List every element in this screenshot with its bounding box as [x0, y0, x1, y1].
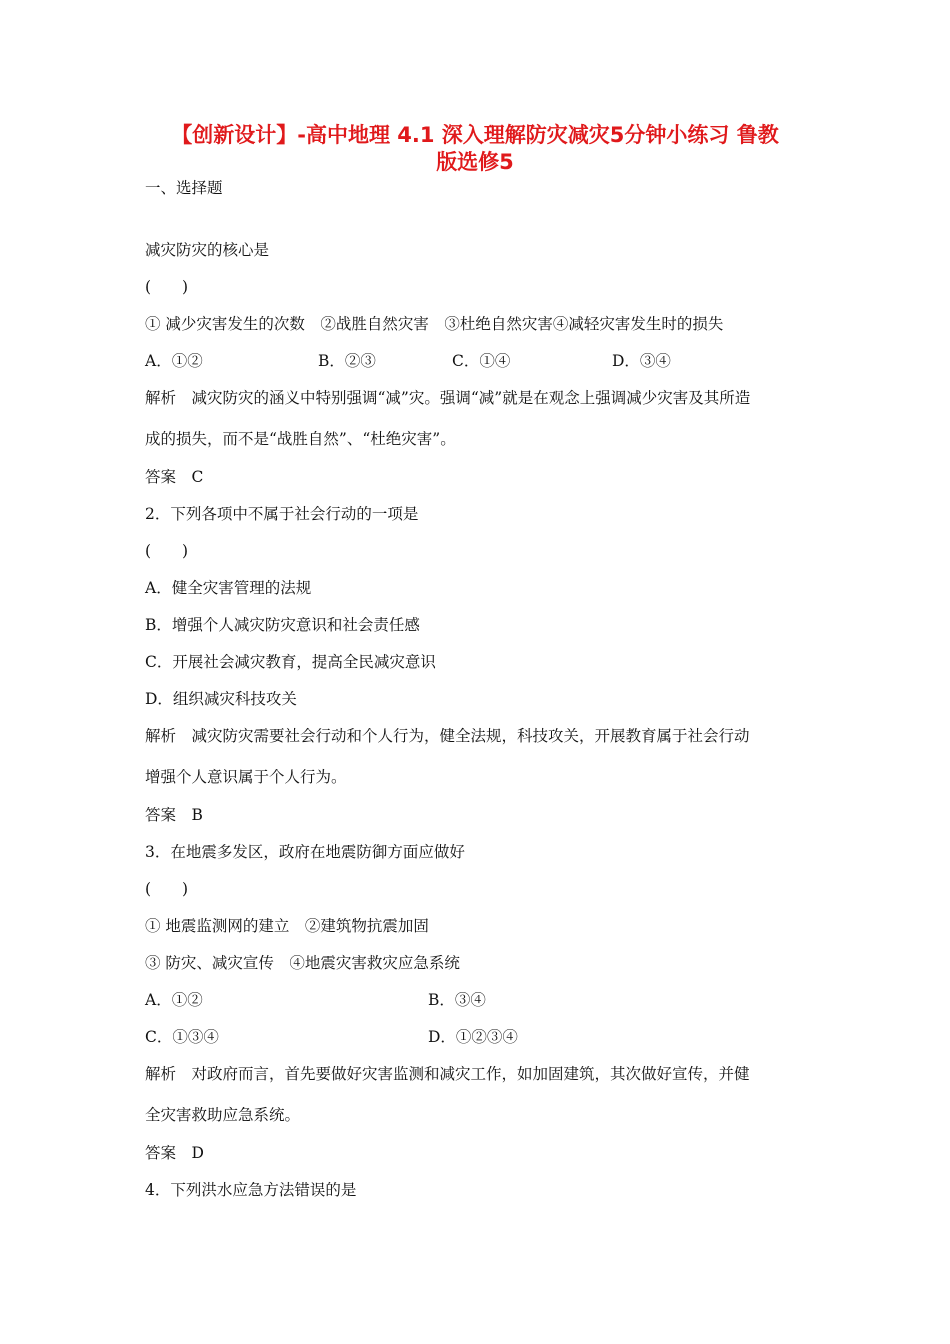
title-line-2: 版选修5: [436, 150, 514, 174]
q4-stem: 4．下列洪水应急方法错误的是: [145, 1181, 357, 1199]
section-heading: 一、选择题: [145, 179, 223, 197]
q3-option-b: B．③④: [428, 991, 486, 1009]
q1-stem: 减灾防灾的核心是: [145, 241, 270, 259]
q1-analysis-line-2: 成的损失，而不是“战胜自然”、“杜绝灾害”。: [145, 430, 456, 448]
q3-answer-paren: ( ): [145, 880, 189, 898]
q2-analysis-line-1: 解析 减灾防灾需要社会行动和个人行为，健全法规，科技攻关，开展教育属于社会行动: [145, 727, 750, 745]
q3-stem: 3．在地震多发区，政府在地震防御方面应做好: [145, 843, 465, 861]
q3-statement-2: ③ 防灾、减灾宣传 ④地震灾害救灾应急系统: [145, 954, 460, 972]
q1-option-b: B．②③: [318, 352, 376, 370]
q1-statements: ① 减少灾害发生的次数 ②战胜自然灾害 ③杜绝自然灾害④减轻灾害发生时的损失: [145, 315, 724, 333]
q2-option-a: A．健全灾害管理的法规: [145, 579, 312, 597]
q2-option-d: D．组织减灾科技攻关: [145, 690, 297, 708]
title-line-1: 【创新设计】-高中地理 4.1 深入理解防灾减灾5分钟小练习 鲁教: [171, 123, 779, 147]
q2-answer: 答案 B: [145, 806, 203, 824]
q3-option-a: A．①②: [145, 991, 203, 1009]
q1-analysis-line-1: 解析 减灾防灾的涵义中特别强调“减”灾。强调“减”就是在观念上强调减少灾害及其所造: [145, 389, 751, 407]
q3-analysis-line-2: 全灾害救助应急系统。: [145, 1106, 301, 1124]
q2-stem: 2．下列各项中不属于社会行动的一项是: [145, 505, 419, 523]
q2-option-c: C．开展社会减灾教育，提高全民减灾意识: [145, 653, 436, 671]
q3-option-c: C．①③④: [145, 1028, 219, 1046]
q3-analysis-line-1: 解析 对政府而言，首先要做好灾害监测和减灾工作，如加固建筑，其次做好宣传，并健: [145, 1065, 750, 1083]
q2-analysis-line-2: 增强个人意识属于个人行为。: [145, 768, 347, 786]
q1-option-d: D．③④: [612, 352, 671, 370]
q3-statement-1: ① 地震监测网的建立 ②建筑物抗震加固: [145, 917, 429, 935]
q1-answer: 答案 C: [145, 468, 204, 486]
q1-answer-paren: ( ): [145, 278, 189, 296]
q3-answer: 答案 D: [145, 1144, 204, 1162]
q2-answer-paren: ( ): [145, 542, 189, 560]
q2-option-b: B．增强个人减灾防灾意识和社会责任感: [145, 616, 420, 634]
q1-option-c: C．①④: [452, 352, 511, 370]
q3-option-d: D．①②③④: [428, 1028, 518, 1046]
q1-option-a: A．①②: [145, 352, 203, 370]
document-title: [120, 122, 830, 176]
